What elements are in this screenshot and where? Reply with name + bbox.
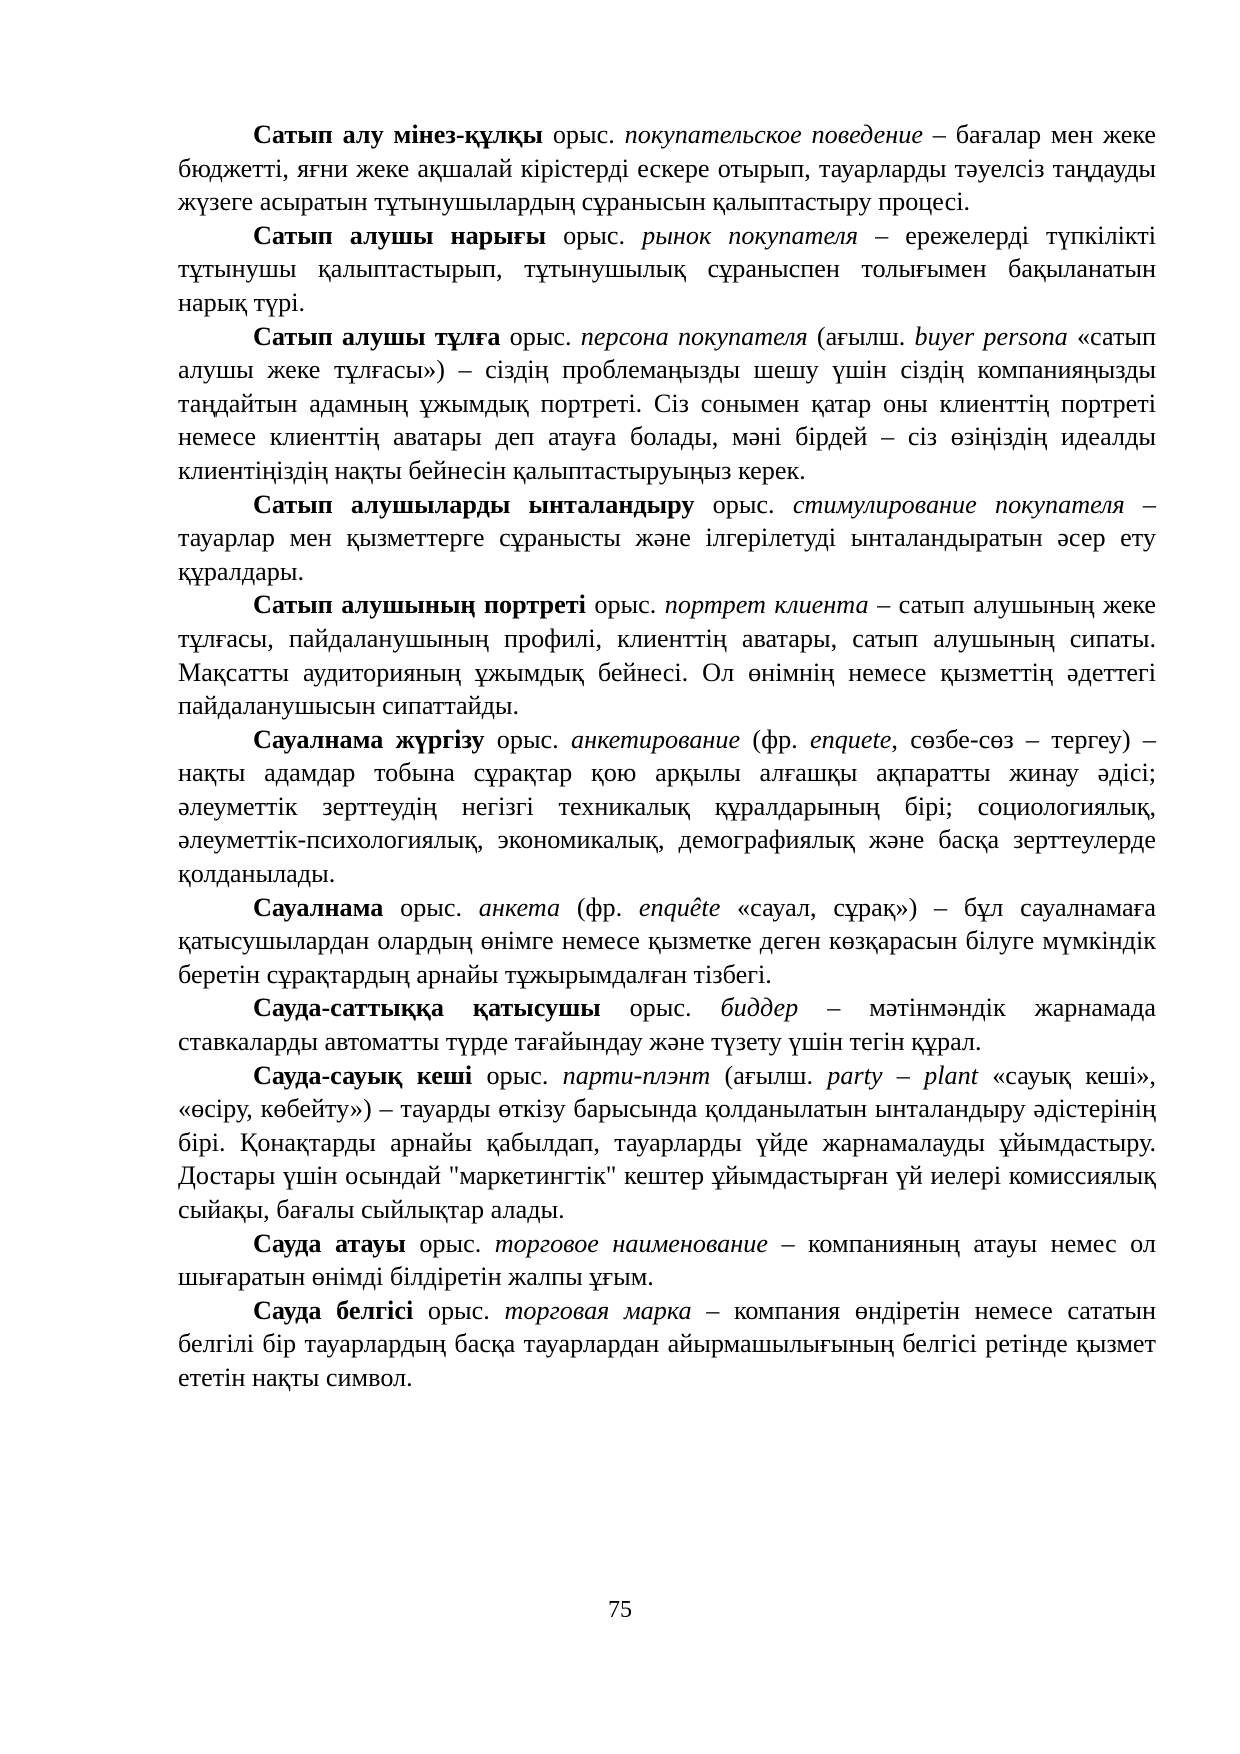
entry-text: орыс.	[546, 220, 643, 250]
page-number: 75	[608, 1597, 632, 1623]
entry-russian-term: персона покупателя	[580, 321, 808, 351]
entry-russian-term: анкетирование	[570, 724, 741, 754]
glossary-entry	[178, 991, 1156, 1058]
glossary-entry	[178, 588, 1156, 722]
entry-text: – бағалар мен жеке бюджетті, яғни жеке ақшалай кірістерді ескере отырып, тауарларды тәуелсіз таңдауды жүзеге асыратын тұтынушылардың сұранысын қалыптастыру процесі.	[178, 120, 1157, 217]
glossary-entry	[178, 891, 1156, 992]
entry-text: орыс.	[543, 120, 625, 149]
entry-text: «сатып алушы жеке тұлғасы») – сіздің проблемаңызды шешу үшін сіздің компанияңызды таңдайтын адамның ұжымдық портреті. Сіз сонымен қатар оны клиенттің портреті немесе клиенттің аватары деп атауға болады, мәні бірдей – сіз өзіңіздің идеалды клиентіңіздің нақты бейнесін қалыптастыруыңыз керек.	[178, 321, 1157, 485]
entry-russian-term: портрет клиента	[664, 590, 869, 620]
entry-term: Сатып алушы тұлға	[253, 321, 501, 351]
glossary-entry	[178, 118, 1156, 219]
entry-text: орыс.	[484, 724, 571, 754]
entry-text: (фр.	[560, 892, 639, 922]
entry-term: Сауда атауы	[253, 1228, 406, 1258]
entry-text: орыс.	[472, 1060, 563, 1090]
entry-text: – сатып алушының жеке тұлғасы, пайдаланушының профилі, клиенттің аватары, сатып алушының сипаты. Мақсатты аудиторияның ұжымдық бейнесі. Ол өнімнің немесе қызметтің әдеттегі пайдаланушысын сипаттайды.	[178, 590, 1157, 721]
glossary-entry	[178, 1059, 1156, 1227]
entry-text: (фр.	[740, 724, 810, 754]
entry-text: орыс.	[585, 590, 665, 620]
glossary-entry	[178, 1294, 1156, 1395]
glossary-entry	[178, 320, 1156, 488]
glossary-entry	[178, 219, 1156, 320]
entry-text: орыс.	[405, 1228, 495, 1258]
entry-term: Сауда-сауық кеші	[253, 1060, 473, 1090]
entry-term: Сатып алу мінез-құлқы	[253, 120, 543, 149]
entry-text: «сауал, сұрақ») – бұл сауалнамаға қатысушылардан олардың өнімге немесе қызметке деген көзқарасын білуге мүмкіндік беретін сұрақтардың арнайы тұжырымдалған тізбегі.	[178, 892, 1156, 989]
entry-text: орыс.	[413, 1295, 505, 1325]
entry-english-term: party – plant	[827, 1060, 978, 1090]
entry-russian-term: рынок покупателя	[642, 220, 859, 250]
entry-text: (ағылш.	[807, 321, 915, 351]
glossary-entry	[178, 723, 1156, 891]
entry-text: – мәтінмәндік жарнамада ставкаларды автоматты түрде тағайындау және түзету үшін тегін құрал.	[178, 993, 1157, 1057]
entry-term: Сауда-саттыққа қатысушы	[253, 993, 601, 1023]
entry-text: – ережелерді түпкілікті тұтынушы қалыптастырып, тұтынушылық сұраныспен толығымен бақыланатын нарық түрі.	[178, 220, 1157, 317]
glossary-body	[178, 118, 1156, 1395]
entry-russian-term: биддер	[720, 993, 799, 1023]
entry-french-term: enquête	[638, 892, 721, 922]
entry-term: Сатып алушының портреті	[253, 590, 586, 620]
entry-term: Сауалнама	[253, 892, 384, 922]
entry-text: орыс.	[600, 993, 721, 1023]
entry-text: орыс.	[500, 321, 581, 351]
entry-term: Сауалнама жүргізу	[253, 724, 485, 754]
entry-term: Сауда белгісі	[253, 1295, 414, 1325]
entry-russian-term: анкета	[478, 892, 561, 922]
entry-text: , сөзбе-сөз – тергеу) – нақты адамдар тобына сұрақтар қою арқылы алғашқы ақпаратты жинау әдісі; әлеуметтік зерттеудің негізгі техникалық құралдарының бірі; социологиялық, әлеуметтік-психологиялық, экономикалық, демографиялық және басқа зерттеулерде қолданылады.	[178, 724, 1156, 889]
entry-text: – компанияның атауы немес ол шығаратын өнімді білдіретін жалпы ұғым.	[178, 1228, 1156, 1292]
entry-russian-term: парти-плэнт	[562, 1060, 711, 1090]
entry-text: орыс.	[383, 892, 479, 922]
entry-text: орыс.	[694, 489, 793, 519]
entry-text: – тауарлар мен қызметтерге сұранысты және ілгерілетуді ынталандыратын әсер ету құралдары.	[178, 489, 1157, 586]
glossary-entry	[178, 1227, 1156, 1294]
entry-english-term: buyer persona	[914, 321, 1068, 351]
entry-russian-term: торговое наименование	[494, 1228, 768, 1258]
entry-russian-term: стимулирование покупателя	[792, 489, 1125, 519]
entry-french-term: enquete	[809, 724, 892, 754]
glossary-entry	[178, 488, 1156, 589]
entry-text: «сауық кеші», «өсіру, көбейту») – тауарды өткізу барысында қолданылатын ынталандыру әдістерінің бірі. Қонақтарды арнайы қабылдап, тауарларды үйде жарнамалауды ұйымдастыру. Достары үшін осындай "маркетингтік" кештер ұйымдастырған үй иелері комиссиялық сыйақы, бағалы сыйлықтар алады.	[178, 1060, 1156, 1224]
entry-text: – компания өндіретін немесе сататын белгілі бір тауарлардың басқа тауарлардан айырмашылығының белгісі ретінде қызмет ететін нақты символ.	[178, 1295, 1156, 1392]
entry-text: (ағылш.	[710, 1060, 828, 1090]
entry-term: Сатып алушы нарығы	[253, 220, 547, 250]
entry-russian-term: покупательское поведение	[624, 120, 923, 149]
entry-russian-term: торговая марка	[504, 1295, 692, 1325]
entry-term: Сатып алушыларды ынталандыру	[253, 489, 695, 519]
